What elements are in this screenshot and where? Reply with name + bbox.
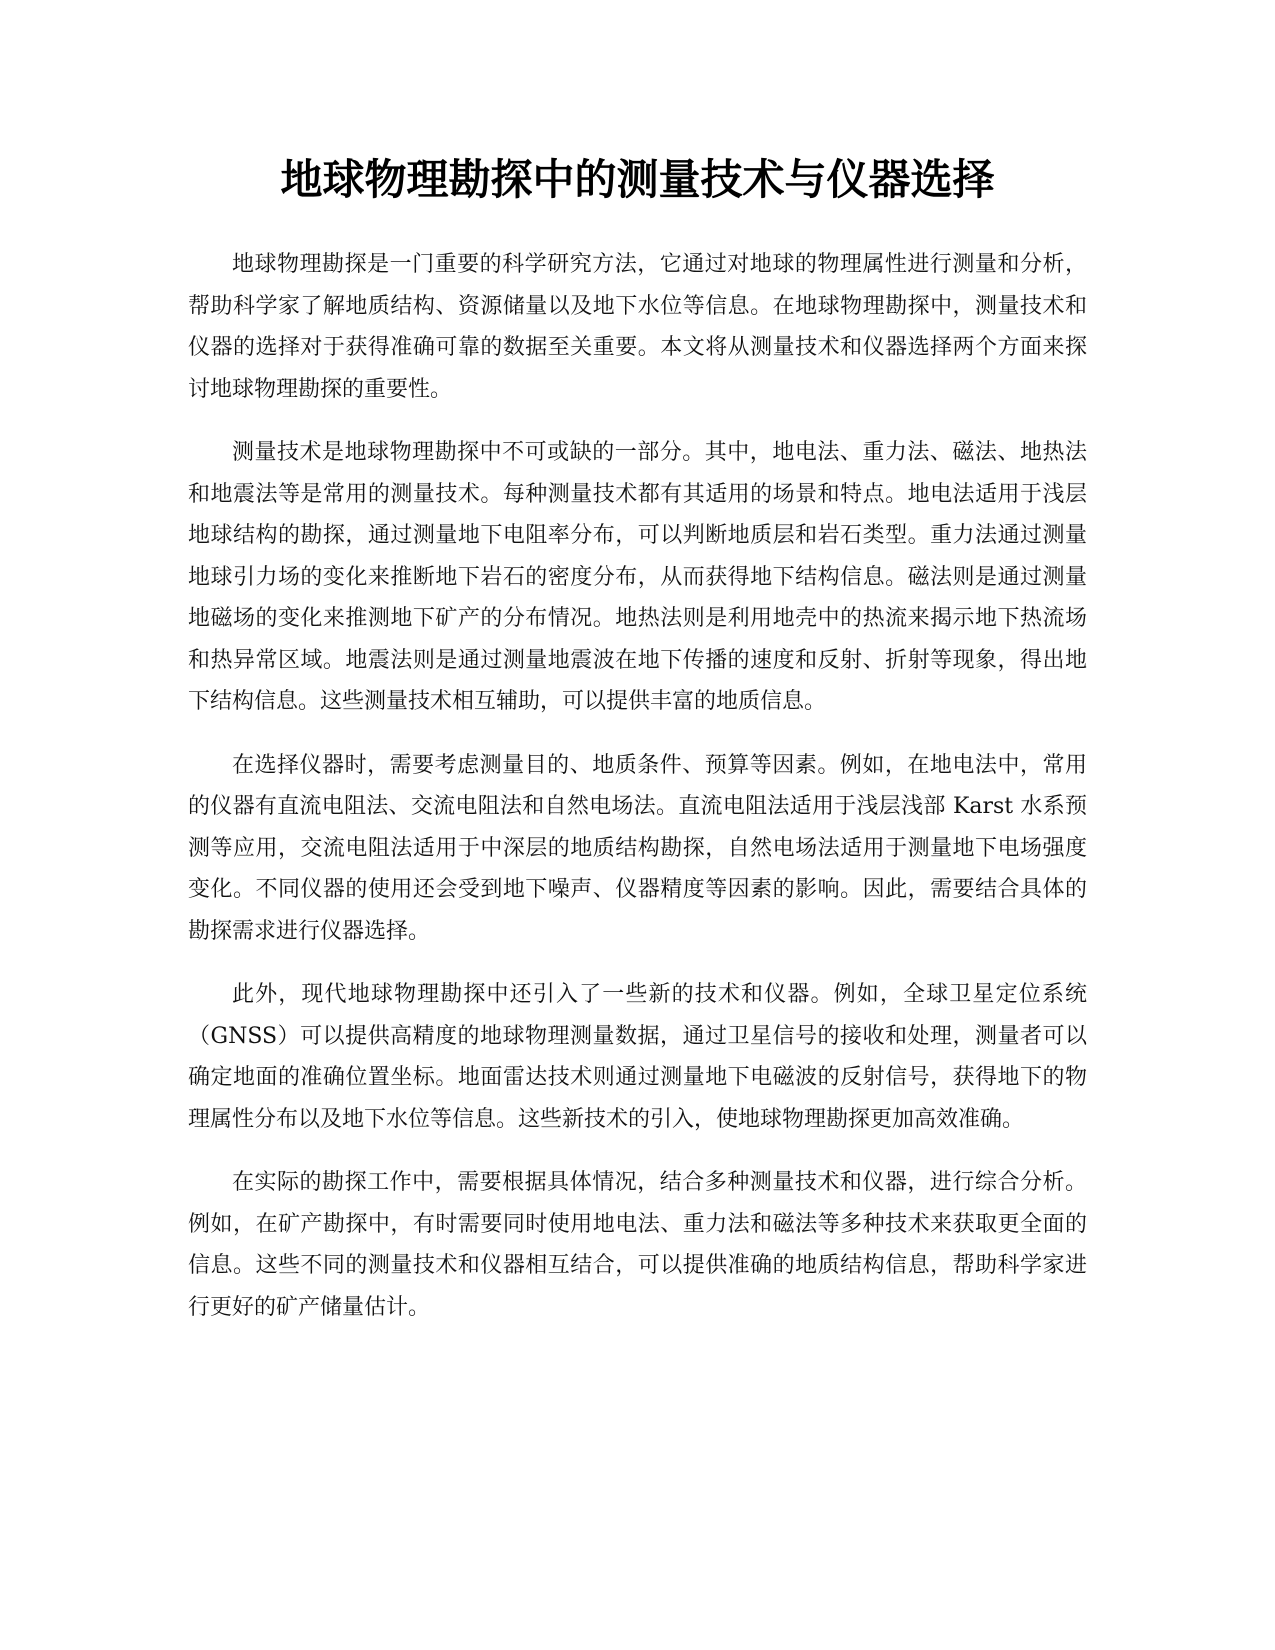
paragraph: 测量技术是地球物理勘探中不可或缺的一部分。其中，地电法、重力法、磁法、地热法和地震法等是常用的测量技术。每种测量技术都有其适用的场景和特点。地电法适用于浅层地球结构的勘探，通过测量地下电阻率分布，可以判断地质层和岩石类型。重力法通过测量地球引力场的变化来推断地下岩石的密度分布，从而获得地下结构信息。磁法则是通过测量地磁场的变化来推测地下矿产的分布情况。地热法则是利用地壳中的热流来揭示地下热流场和热异常区域。地震法则是通过测量地震波在地下传播的速度和反射、折射等现象，得出地下结构信息。这些测量技术相互辅助，可以提供丰富的地质信息。 xyxy=(188,440,1087,714)
paragraph: 此外，现代地球物理勘探中还引入了一些新的技术和仪器。例如，全球卫星定位系统（GNSS）可以提供高精度的地球物理测量数据，通过卫星信号的接收和处理，测量者可以确定地面的准确位置坐标。地面雷达技术则通过测量地下电磁波的反射信号，获得地下的物理属性分布以及地下水位等信息。这些新技术的引入，使地球物理勘探更加高效准确。 xyxy=(188,982,1087,1132)
paragraph: 在实际的勘探工作中，需要根据具体情况，结合多种测量技术和仪器，进行综合分析。例如，在矿产勘探中，有时需要同时使用地电法、重力法和磁法等多种技术来获取更全面的信息。这些不同的测量技术和仪器相互结合，可以提供准确的地质结构信息，帮助科学家进行更好的矿产储量估计。 xyxy=(188,1170,1087,1320)
document-body xyxy=(188,244,1087,1350)
document-title: 地球物理勘探中的测量技术与仪器选择 xyxy=(280,155,995,204)
paragraph: 在选择仪器时，需要考虑测量目的、地质条件、预算等因素。例如，在地电法中，常用的仪器有直流电阻法、交流电阻法和自然电场法。直流电阻法适用于浅层浅部 Karst 水系预测等应用，交流电阻法适用于中深层的地质结构勘探，自然电场法适用于测量地下电场强度变化。不同仪器的使用还会受到地下噪声、仪器精度等因素的影响。因此，需要结合具体的勘探需求进行仪器选择。 xyxy=(188,752,1087,944)
paragraph: 地球物理勘探是一门重要的科学研究方法，它通过对地球的物理属性进行测量和分析，帮助科学家了解地质结构、资源储量以及地下水位等信息。在地球物理勘探中，测量技术和仪器的选择对于获得准确可靠的数据至关重要。本文将从测量技术和仪器选择两个方面来探讨地球物理勘探的重要性。 xyxy=(188,252,1087,402)
